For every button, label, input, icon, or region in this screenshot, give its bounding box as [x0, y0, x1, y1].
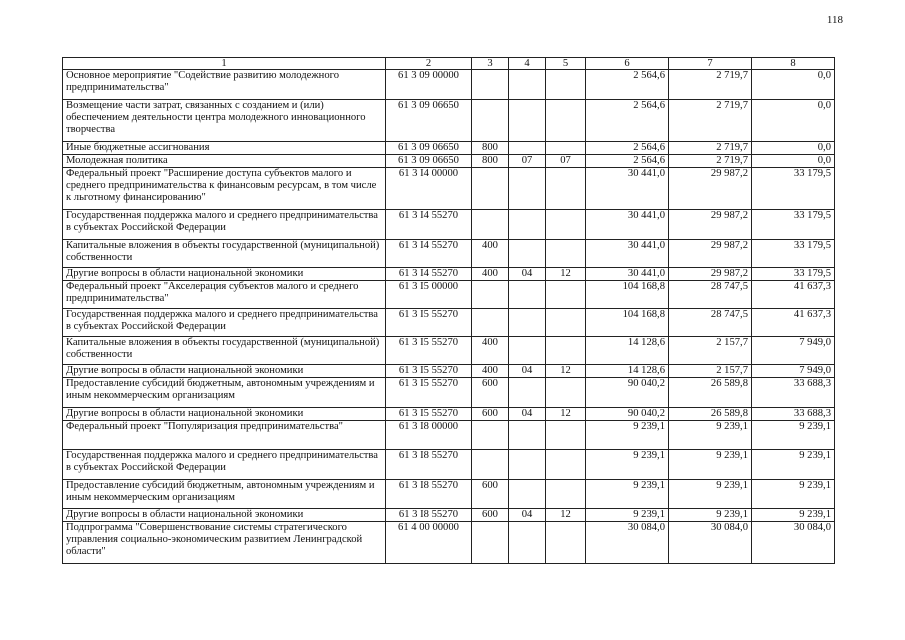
row-subsection-cell	[546, 100, 586, 142]
row-section-cell	[509, 421, 546, 450]
row-amount-col6-cell: 30 441,0	[586, 168, 669, 210]
row-expense-type-cell	[472, 522, 509, 564]
row-expense-type-cell	[472, 70, 509, 100]
row-amount-col7-cell: 9 239,1	[669, 450, 752, 480]
row-code-cell: 61 3 I4 55270	[386, 210, 472, 240]
row-name-cell: Государственная поддержка малого и среднего предпринимательства в субъектах Российской Федерации	[63, 450, 386, 480]
table-row	[63, 365, 835, 378]
row-amount-col8-cell: 9 239,1	[752, 421, 835, 450]
table-row	[63, 378, 835, 408]
col-header-4: 4	[509, 58, 546, 70]
row-code-cell: 61 3 I4 00000	[386, 168, 472, 210]
row-section-cell	[509, 100, 546, 142]
row-amount-col6-cell: 90 040,2	[586, 408, 669, 421]
row-amount-col6-cell: 14 128,6	[586, 365, 669, 378]
row-subsection-cell	[546, 522, 586, 564]
budget-table	[62, 57, 835, 564]
row-amount-col6-cell: 104 168,8	[586, 309, 669, 337]
row-subsection-cell: 12	[546, 365, 586, 378]
col-header-5: 5	[546, 58, 586, 70]
row-expense-type-cell	[472, 309, 509, 337]
row-amount-col8-cell: 9 239,1	[752, 480, 835, 509]
row-amount-col6-cell: 2 564,6	[586, 70, 669, 100]
row-expense-type-cell: 600	[472, 480, 509, 509]
row-subsection-cell	[546, 240, 586, 268]
table-row	[63, 509, 835, 522]
row-amount-col8-cell: 7 949,0	[752, 337, 835, 365]
col-header-2: 2	[386, 58, 472, 70]
row-amount-col6-cell: 2 564,6	[586, 155, 669, 168]
table-row	[63, 450, 835, 480]
row-amount-col7-cell: 9 239,1	[669, 480, 752, 509]
row-expense-type-cell: 600	[472, 509, 509, 522]
row-subsection-cell: 12	[546, 509, 586, 522]
row-code-cell: 61 3 09 06650	[386, 155, 472, 168]
row-section-cell	[509, 70, 546, 100]
row-expense-type-cell	[472, 168, 509, 210]
row-section-cell: 04	[509, 509, 546, 522]
row-amount-col6-cell: 30 084,0	[586, 522, 669, 564]
row-name-cell: Капитальные вложения в объекты государственной (муниципальной) собственности	[63, 337, 386, 365]
row-amount-col7-cell: 26 589,8	[669, 378, 752, 408]
row-amount-col7-cell: 29 987,2	[669, 268, 752, 281]
row-expense-type-cell: 400	[472, 240, 509, 268]
row-code-cell: 61 3 I5 00000	[386, 281, 472, 309]
row-expense-type-cell: 400	[472, 365, 509, 378]
table-row	[63, 337, 835, 365]
row-section-cell	[509, 210, 546, 240]
row-name-cell: Государственная поддержка малого и среднего предпринимательства в субъектах Российской Федерации	[63, 309, 386, 337]
row-name-cell: Возмещение части затрат, связанных с созданием и (или) обеспечением деятельности центра молодежного инновационного творчества	[63, 100, 386, 142]
row-amount-col7-cell: 9 239,1	[669, 509, 752, 522]
row-amount-col7-cell: 26 589,8	[669, 408, 752, 421]
row-section-cell: 07	[509, 155, 546, 168]
row-section-cell	[509, 480, 546, 509]
row-code-cell: 61 3 I8 55270	[386, 480, 472, 509]
row-amount-col8-cell: 0,0	[752, 142, 835, 155]
row-section-cell	[509, 142, 546, 155]
row-section-cell	[509, 309, 546, 337]
row-code-cell: 61 3 I8 55270	[386, 509, 472, 522]
row-name-cell: Федеральный проект "Расширение доступа субъектов малого и среднего предпринимательства к финансовым ресурсам, в том числе к льготному финансированию"	[63, 168, 386, 210]
row-subsection-cell	[546, 168, 586, 210]
row-amount-col8-cell: 33 179,5	[752, 210, 835, 240]
row-code-cell: 61 3 I8 00000	[386, 421, 472, 450]
row-section-cell: 04	[509, 365, 546, 378]
row-amount-col8-cell: 33 688,3	[752, 378, 835, 408]
row-expense-type-cell: 800	[472, 155, 509, 168]
row-name-cell: Другие вопросы в области национальной экономики	[63, 365, 386, 378]
row-amount-col8-cell: 33 179,5	[752, 168, 835, 210]
row-expense-type-cell	[472, 450, 509, 480]
row-amount-col8-cell: 0,0	[752, 70, 835, 100]
table-header-row	[63, 58, 835, 70]
row-amount-col8-cell: 9 239,1	[752, 509, 835, 522]
row-subsection-cell	[546, 281, 586, 309]
row-code-cell: 61 3 I5 55270	[386, 365, 472, 378]
row-section-cell	[509, 240, 546, 268]
row-code-cell: 61 3 I5 55270	[386, 337, 472, 365]
col-header-1: 1	[63, 58, 386, 70]
row-section-cell	[509, 450, 546, 480]
row-amount-col8-cell: 33 179,5	[752, 240, 835, 268]
row-code-cell: 61 3 09 06650	[386, 100, 472, 142]
row-amount-col7-cell: 9 239,1	[669, 421, 752, 450]
row-expense-type-cell: 600	[472, 408, 509, 421]
row-amount-col6-cell: 104 168,8	[586, 281, 669, 309]
row-amount-col7-cell: 2 157,7	[669, 365, 752, 378]
row-name-cell: Другие вопросы в области национальной экономики	[63, 268, 386, 281]
col-header-6: 6	[586, 58, 669, 70]
table-row	[63, 70, 835, 100]
row-amount-col7-cell: 2 719,7	[669, 142, 752, 155]
row-subsection-cell	[546, 210, 586, 240]
row-section-cell	[509, 378, 546, 408]
page-number: 118	[826, 14, 843, 26]
row-amount-col7-cell: 2 719,7	[669, 100, 752, 142]
row-expense-type-cell	[472, 210, 509, 240]
row-amount-col6-cell: 30 441,0	[586, 268, 669, 281]
row-subsection-cell	[546, 309, 586, 337]
row-amount-col7-cell: 29 987,2	[669, 240, 752, 268]
row-amount-col8-cell: 30 084,0	[752, 522, 835, 564]
row-expense-type-cell	[472, 100, 509, 142]
col-header-7: 7	[669, 58, 752, 70]
row-code-cell: 61 3 I5 55270	[386, 378, 472, 408]
table-row	[63, 210, 835, 240]
col-header-8: 8	[752, 58, 835, 70]
row-subsection-cell: 12	[546, 408, 586, 421]
row-amount-col6-cell: 9 239,1	[586, 421, 669, 450]
row-subsection-cell	[546, 70, 586, 100]
row-code-cell: 61 3 I4 55270	[386, 240, 472, 268]
table-row	[63, 408, 835, 421]
row-code-cell: 61 4 00 00000	[386, 522, 472, 564]
row-code-cell: 61 3 I5 55270	[386, 309, 472, 337]
row-subsection-cell: 12	[546, 268, 586, 281]
row-amount-col6-cell: 14 128,6	[586, 337, 669, 365]
row-amount-col7-cell: 2 719,7	[669, 70, 752, 100]
row-amount-col6-cell: 30 441,0	[586, 210, 669, 240]
table-row	[63, 421, 835, 450]
row-name-cell: Иные бюджетные ассигнования	[63, 142, 386, 155]
table-row	[63, 268, 835, 281]
row-name-cell: Основное мероприятие "Содействие развитию молодежного предпринимательства"	[63, 70, 386, 100]
row-amount-col8-cell: 41 637,3	[752, 309, 835, 337]
row-name-cell: Федеральный проект "Акселерация субъектов малого и среднего предпринимательства"	[63, 281, 386, 309]
table-row	[63, 168, 835, 210]
row-section-cell: 04	[509, 268, 546, 281]
table-row	[63, 480, 835, 509]
table-row	[63, 281, 835, 309]
row-amount-col7-cell: 28 747,5	[669, 281, 752, 309]
table-row	[63, 155, 835, 168]
row-code-cell: 61 3 I8 55270	[386, 450, 472, 480]
row-subsection-cell	[546, 421, 586, 450]
row-name-cell: Капитальные вложения в объекты государственной (муниципальной) собственности	[63, 240, 386, 268]
col-header-3: 3	[472, 58, 509, 70]
row-subsection-cell: 07	[546, 155, 586, 168]
row-subsection-cell	[546, 480, 586, 509]
row-subsection-cell	[546, 450, 586, 480]
row-expense-type-cell: 600	[472, 378, 509, 408]
row-code-cell: 61 3 I5 55270	[386, 408, 472, 421]
row-name-cell: Другие вопросы в области национальной экономики	[63, 408, 386, 421]
row-amount-col7-cell: 30 084,0	[669, 522, 752, 564]
row-amount-col7-cell: 28 747,5	[669, 309, 752, 337]
row-expense-type-cell: 400	[472, 337, 509, 365]
row-expense-type-cell	[472, 281, 509, 309]
row-amount-col8-cell: 0,0	[752, 155, 835, 168]
row-amount-col6-cell: 90 040,2	[586, 378, 669, 408]
row-amount-col6-cell: 9 239,1	[586, 480, 669, 509]
table-row	[63, 522, 835, 564]
row-code-cell: 61 3 09 06650	[386, 142, 472, 155]
row-amount-col8-cell: 0,0	[752, 100, 835, 142]
row-name-cell: Молодежная политика	[63, 155, 386, 168]
table-row	[63, 100, 835, 142]
row-name-cell: Предоставление субсидий бюджетным, автономным учреждениям и иным некоммерческим организациям	[63, 378, 386, 408]
row-expense-type-cell: 400	[472, 268, 509, 281]
row-subsection-cell	[546, 337, 586, 365]
row-name-cell: Государственная поддержка малого и среднего предпринимательства в субъектах Российской Федерации	[63, 210, 386, 240]
row-name-cell: Предоставление субсидий бюджетным, автономным учреждениям и иным некоммерческим организациям	[63, 480, 386, 509]
row-section-cell	[509, 337, 546, 365]
row-subsection-cell	[546, 142, 586, 155]
row-amount-col6-cell: 2 564,6	[586, 100, 669, 142]
row-section-cell	[509, 522, 546, 564]
row-code-cell: 61 3 I4 55270	[386, 268, 472, 281]
row-expense-type-cell: 800	[472, 142, 509, 155]
row-amount-col7-cell: 29 987,2	[669, 210, 752, 240]
row-section-cell	[509, 281, 546, 309]
row-amount-col8-cell: 9 239,1	[752, 450, 835, 480]
table-row	[63, 309, 835, 337]
table-row	[63, 240, 835, 268]
row-amount-col7-cell: 29 987,2	[669, 168, 752, 210]
row-amount-col6-cell: 9 239,1	[586, 450, 669, 480]
row-amount-col8-cell: 33 688,3	[752, 408, 835, 421]
row-amount-col7-cell: 2 157,7	[669, 337, 752, 365]
row-amount-col6-cell: 30 441,0	[586, 240, 669, 268]
row-amount-col7-cell: 2 719,7	[669, 155, 752, 168]
row-expense-type-cell	[472, 421, 509, 450]
row-name-cell: Федеральный проект "Популяризация предпринимательства"	[63, 421, 386, 450]
row-section-cell: 04	[509, 408, 546, 421]
row-amount-col6-cell: 2 564,6	[586, 142, 669, 155]
table-row	[63, 142, 835, 155]
row-amount-col8-cell: 7 949,0	[752, 365, 835, 378]
row-name-cell: Подпрограмма "Совершенствование системы стратегического управления социально-экономическим развитием Ленинградской области"	[63, 522, 386, 564]
row-code-cell: 61 3 09 00000	[386, 70, 472, 100]
row-section-cell	[509, 168, 546, 210]
row-name-cell: Другие вопросы в области национальной экономики	[63, 509, 386, 522]
row-amount-col8-cell: 33 179,5	[752, 268, 835, 281]
row-amount-col6-cell: 9 239,1	[586, 509, 669, 522]
row-amount-col8-cell: 41 637,3	[752, 281, 835, 309]
row-subsection-cell	[546, 378, 586, 408]
